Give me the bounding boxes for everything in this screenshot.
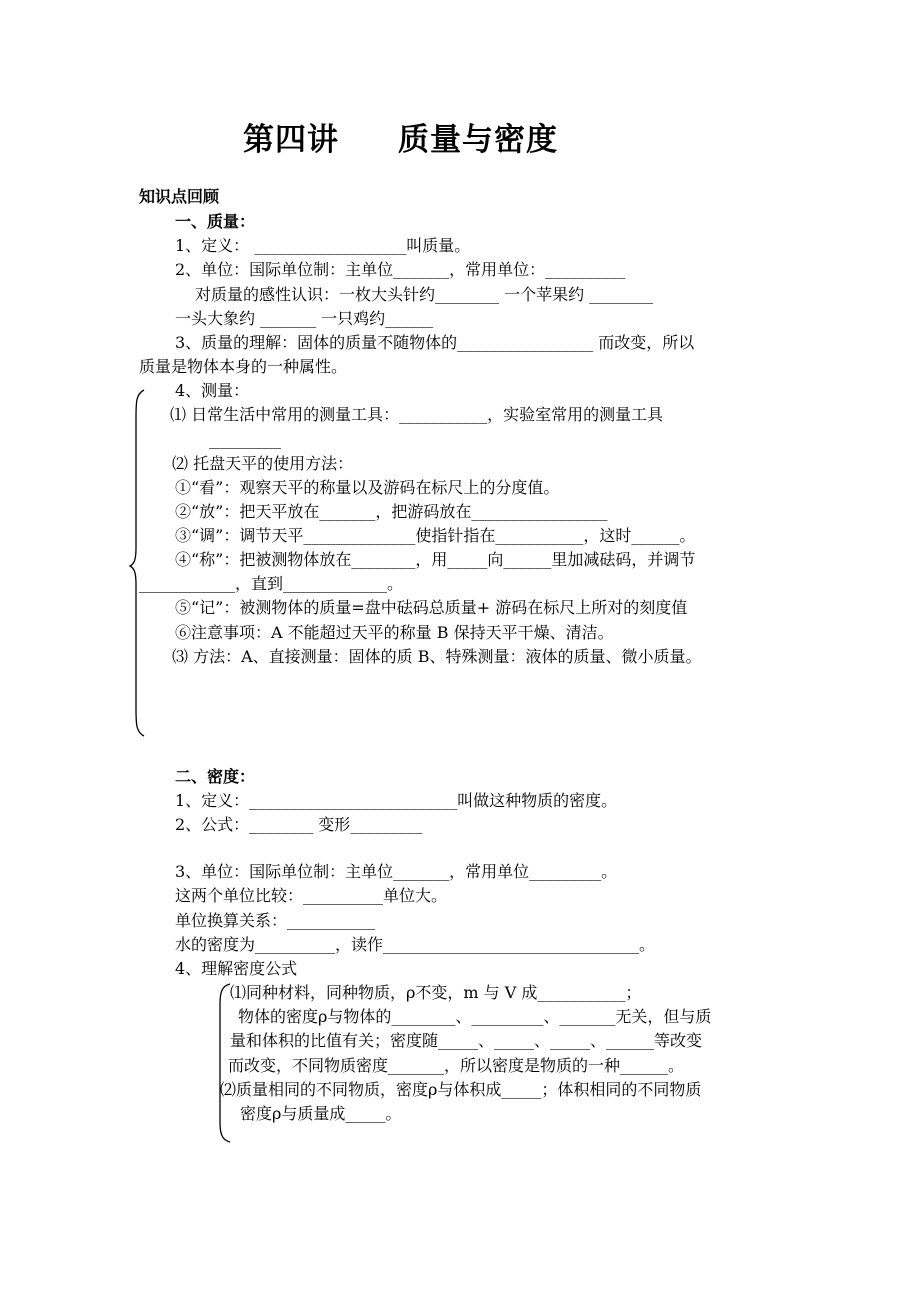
mass-unit: 2、单位：国际单位制：主单位_______，常用单位：__________ (175, 260, 626, 279)
balance-step-place: ②“放”：把天平放在_______，把游码放在_________________ (175, 502, 608, 521)
density-formula: 2、公式：________ 变形_________ (175, 815, 423, 834)
balance-notes: ⑥注意事项：A 不能超过天平的称量 B 保持天平干燥、清洁。 (175, 623, 614, 642)
section-heading: 知识点回顾 (139, 187, 220, 206)
balance-step-look: ①“看”：观察天平的称量以及游码在标尺上的分度值。 (175, 478, 560, 497)
understanding-1b: 物体的密度ρ与物体的________、_________、_______无关，但与质 (238, 1007, 712, 1026)
water-density: 水的密度为__________，读作________________________________。 (175, 935, 656, 954)
density-definition: 1、定义：__________________________叫做这种物质的密度。 (175, 791, 618, 810)
understanding-1d: 而改变，不同物质密度_______，所以密度是物质的一种______。 (228, 1056, 685, 1075)
density-unit-compare: 这两个单位比较：__________单位大。 (175, 886, 448, 905)
brace-density (212, 982, 232, 1144)
mass-heading: 一、质量： (175, 212, 256, 231)
balance-step-weigh-2: ____________，直到_____________。 (139, 574, 404, 593)
mass-understanding-2: 质量是物体本身的一种属性。 (139, 357, 348, 376)
mass-perception-2: 一头大象约 _______ 一只鸡约______ (175, 309, 434, 328)
density-unit-conversion: 单位换算关系：___________ (175, 911, 376, 930)
density-formula-understanding: 4、理解密度公式 (175, 959, 298, 978)
mass-definition: 1、定义： ___________________叫质量。 (175, 236, 471, 255)
balance-step-record: ⑤“记”：被测物体的质量=盘中砝码总质量+ 游码在标尺上所对的刻度值 (175, 598, 688, 617)
measure-tools: ⑴ 日常生活中常用的测量工具：___________，实验室常用的测量工具 (170, 405, 664, 424)
density-unit: 3、单位：国际单位制：主单位_______，常用单位_________。 (175, 862, 618, 881)
measure-methods: ⑶ 方法：A、直接测量：固体的质 B、特殊测量：液体的质量、微小质量。 (172, 647, 702, 666)
balance-step-adjust: ③“调”：调节天平______________使指针指在___________，这时______。 (175, 526, 696, 545)
measure-tools-blank: _________ (209, 430, 281, 449)
density-heading: 二、密度： (175, 767, 256, 786)
mass-understanding: 3、质量的理解：固体的质量不随物体的_________________ 而改变，所以 (175, 333, 695, 352)
mass-measure-heading: 4、测量： (175, 381, 250, 400)
balance-usage: ⑵ 托盘天平的使用方法： (172, 454, 354, 473)
page-title: 第四讲 质量与密度 (243, 122, 558, 158)
understanding-1: ⑴同种材料，同种物质，ρ不变，m 与 V 成___________； (230, 983, 642, 1002)
brace-measurement (128, 388, 148, 738)
understanding-1c: 量和体积的比值有关；密度随_____、_____、_____、______等改变 (230, 1031, 703, 1050)
understanding-2b: 密度ρ与质量成_____。 (240, 1104, 402, 1123)
balance-step-weigh: ④“称”：把被测物体放在________，用_____向______里加减砝码，并调节 (175, 550, 696, 569)
mass-perception: 对质量的感性认识：一枚大头针约________ 一个苹果约 ________ (195, 285, 654, 304)
understanding-2: ⑵质量相同的不同物质，密度ρ与体积成_____；体积相同的不同物质 (220, 1080, 702, 1099)
